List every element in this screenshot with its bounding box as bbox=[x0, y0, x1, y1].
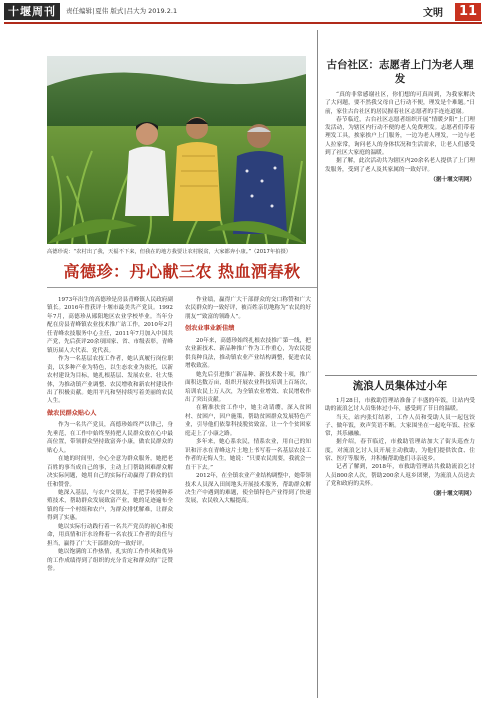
article-paragraph: 她以饱满的工作热情，扎实的工作作风和优异的工作成绩得到了组织的充分肯定和群众的广泛赞誉。 bbox=[47, 549, 173, 573]
sidebar-divider bbox=[325, 375, 477, 376]
article-paragraph: 作业绩，赢得广大干部群众的交口称赞和广大农民群众的一致好评，被百姓亲切地称为“农民的好朋友”“致富的领路人”。 bbox=[185, 297, 311, 320]
photo-caption: 高德珍说：“农村出了我，天福不下来，但我在的地方我要让农村脱贫，大家都奔小康。”（2017年拍摄） bbox=[47, 249, 292, 255]
story-paragraph: 春节临近，古台社区志愿者组织开展“情暖夕阳”上门理发活动，为辖区内行动不便的老人免费理发。志愿者们带着理发工具，挨家挨户上门服务，一边为老人理发，一边与老人拉家常，询问老人的身体状况和生活需求，让老人们感受到了社区大家庭的温暖。 bbox=[325, 116, 475, 157]
page-number-badge: 11 bbox=[455, 3, 481, 21]
article-paragraph: 她以实际行动践行着一名共产党员的初心和使命，用真情和汗水诠释着一名农技工作者的责任与担当，赢得了广大干部群众的一致好评。 bbox=[47, 523, 173, 547]
article-subheading: 创农业事业新佳绩 bbox=[185, 325, 235, 333]
article-paragraph: 在她的时间里，全心全意为群众服务，她把老百姓的事当成自己的事，主动上门帮助困难群众解决实际问题，她用自己的实际行动赢得了群众的信任和赞誉。 bbox=[47, 456, 173, 488]
article-subheading: 做农民群众贴心人 bbox=[47, 409, 97, 417]
editor-line: 责任编辑∣夏伟 版式∣吕大为 2019.2.1 bbox=[66, 7, 178, 15]
article-paragraph: 20年来，高德珍始终扎根农技推广第一线，把农业新技术、新品种推广作为工作重心，为农民提供良种良法，推动镇农业产业结构调整，促进农民增收致富。 bbox=[185, 337, 311, 370]
headline-rule bbox=[47, 287, 317, 288]
article-column-2 bbox=[185, 296, 311, 699]
paper-logo: 十堰周刊 bbox=[4, 3, 60, 20]
sidebar-story-haircut bbox=[325, 58, 475, 380]
story-byline: （据十堰文明网） bbox=[430, 176, 475, 183]
story-paragraph: “真的非常感谢社区，你们想的可真周到，为我家解决了大问题，要不然我父母自己行动不便，理发是个难题。”日前，家住古台社区的居民握着社区志愿者的手连连道谢。 bbox=[325, 92, 475, 115]
story-byline: （据十堰文明网） bbox=[430, 491, 475, 498]
article-column-1 bbox=[47, 296, 173, 699]
sidebar-story-title: 古台社区：志愿者上门为老人理发 bbox=[326, 59, 474, 85]
page-header bbox=[0, 0, 486, 26]
story-paragraph: 据介绍，春节临近，市救助管理站加大了街头巡查力度，对流浪乞讨人员开展主动救助，为他们提供饮食、住宿、医疗等服务，并积极帮助他们寻亲返乡。 bbox=[325, 439, 475, 463]
sidebar-story-new-year bbox=[325, 379, 475, 697]
article-paragraph: 她先后引进推广新品种、新技术数十项，推广面积达数万亩，组织开展农业科技培训上百场次，培训农民上万人次，为全镇农业增效、农民增收作出了突出贡献。 bbox=[185, 371, 311, 403]
header-rule bbox=[4, 22, 482, 24]
article-paragraph: 2012年，在全镇农业产业结构调整中，她带领技术人员深入田间地头开展技术服务，帮助群众解决生产中遇到的难题，使全镇特色产业得到了快速发展，农民收入大幅提高。 bbox=[185, 473, 311, 505]
story-paragraph: 据了解，此次活动共为辖区内20余名老人提供了上门理发服务，受到了老人及其家属的一致好评。 bbox=[325, 158, 475, 173]
story-paragraph: 1月28日，市救助管理站准备了丰盛的年饭，让站内受助的流浪乞讨人员集体过小年，感受到了节日的温暖。 bbox=[325, 398, 475, 413]
article-headline: 高德珍：丹心献三农 热血洒春秋 bbox=[63, 262, 301, 281]
article-paragraph: 在精准扶贫工作中，她主动请缨，深入贫困村、贫困户，因户施策，帮助贫困群众发展特色产业，引导他们依靠科技脱贫致富，让一个个贫困家庭走上了小康之路。 bbox=[185, 405, 311, 437]
column-divider bbox=[317, 30, 318, 698]
article-paragraph: 她深入基层，与农户交朋友，手把手传授种养殖技术，帮助群众发展致富产业，她的足迹遍布全镇的每一个村组和农户，为群众排忧解难，让群众得到了实惠。 bbox=[47, 489, 173, 522]
story-paragraph: 记者了解到，2018年，市救助管理站共救助流浪乞讨人员800余人次，帮助200余人返乡团聚，为流浪人员送去了党和政府的关怀。 bbox=[325, 464, 475, 487]
sidebar-story-title: 流浪人员集体过小年 bbox=[352, 380, 448, 392]
story-paragraph: 当天，站内张灯结彩，工作人员和受助人员一起包饺子、做年饭，欢声笑语不断。大家围坐在一起吃年饭、拉家常，其乐融融。 bbox=[325, 414, 475, 438]
feature-photo bbox=[47, 56, 306, 244]
field-scene-image bbox=[47, 56, 306, 244]
section-title: 文明 bbox=[423, 8, 443, 19]
article-paragraph: 作为一名共产党员，高德珍始终严以律己，身先垂范，在工作中始终坚持把人民群众放在心中最高位置，带领群众坚持致富奔小康，做农民群众的贴心人。 bbox=[47, 422, 173, 454]
article-paragraph: 作为一名基层农技工作者，她认真履行岗位职责，以多种产业为特色，以生态农业为依托，以新农村建设为目标，她扎根基层、发展农业、壮大集体，为推动镇产业调整、农民增收和新农村建设作出了积极贡献。她用平凡和坚持续写着美丽的农民人生。 bbox=[47, 356, 173, 405]
article-paragraph: 多年来，她心系农民，情系农业，用自己的知识和汗水在青峰这片土地上书写着一名基层农技工作者的无悔人生，她说：“只要农民需要，我就会一直干下去。” bbox=[185, 439, 311, 471]
article-paragraph: 1973年出生的高德珍是房县青峰镇人民政府副镇长。2016年曾获评十堰市最美共产党员。1992年7月，高德珍从郧阳地区农业学校毕业。当年分配在房县青峰镇农业技术推广站工作，2010年2月任青峰农技服务中心主任，2011年7月加入中国共产党，先后获评20余项国家、省、市级表彰，青峰镇历届人大代表、党代表。 bbox=[47, 297, 173, 354]
